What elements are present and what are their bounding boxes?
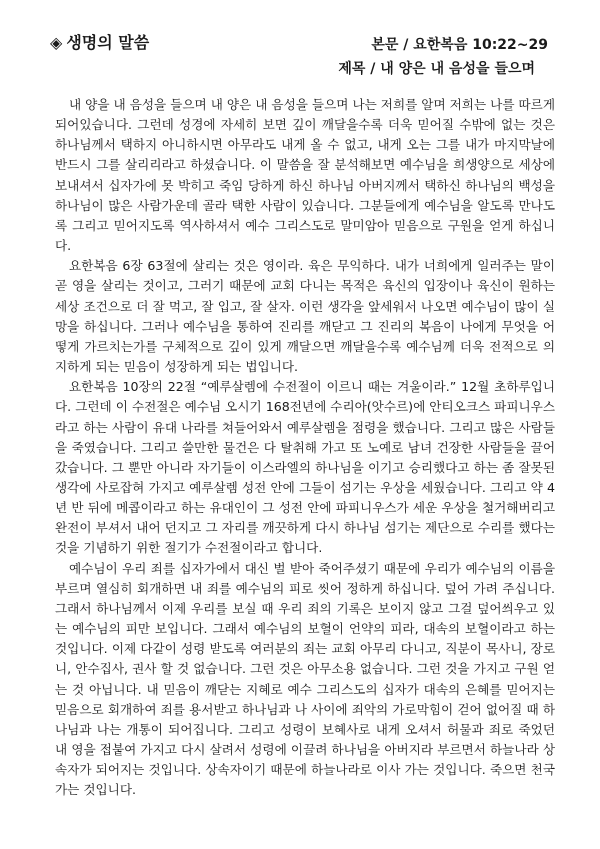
body-paragraph-1: 내 양을 내 음성을 들으며 내 양은 내 음성을 들으며 나는 저희를 알며 저희는 나를 따르게 되어있습니다. 그런데 성경에 자세히 보면 깊이 깨달을수록 더욱 믿어질 수밖에 없는 것은 하나님께서 택하지 아니하시면 아무라도 내게 올 수 없고, 내게 오는 그를 내가 마지막날에 반드시 그를 살리리라고 하셨습니다. 이 말씀을 잘 분석해보면 예수님을 희생양으로 세상에 보내셔서 십자가에 못 박히고 죽임 당하게 하신 하나님 아버지께서 택하신 하나님의 백성을 하나님이 많은 사람가운데 골라 택한 사람이 있습니다. 그분들에게 예수님을 알도록 만나도록 그리고 믿어지도록 역사하셔서 예수 그리스도로 말미암아 믿음으로 구원을 얻게 하십니다. bbox=[55, 97, 555, 254]
sermon-subject: 제목 / 내 양은 내 음성을 들으며 bbox=[338, 61, 535, 77]
scripture-reference: 본문 / 요한복음 10:22~29 bbox=[371, 37, 548, 53]
section-title-text: 생명의 말씀 bbox=[66, 33, 150, 52]
sermon-body bbox=[55, 95, 555, 800]
body-paragraph-3: 요한복음 10장의 22절 “예루살렘에 수전절이 이르니 때는 겨울이라.” 12월 초하루입니다. 그런데 이 수전절은 예수님 오시기 168전년에 수리아(앗수르)에 안티오크스 파피니우스라고 하는 사람이 유대 나라를 쳐들어와서 예루살렘을 점령을 했습니다. 그리고 많은 사람들을 죽였습니다. 그리고 쓸만한 물건은 다 탈취해 가고 또 노예로 남녀 건장한 사람들을 끌어갔습니다. 그 뿐만 아니라 자기들이 이스라엘의 하나님을 이기고 승리했다고 하는 좀 잘못된 생각에 사로잡혀 가지고 예루살렘 성전 안에 그들이 섬기는 우상을 세웠습니다. 그리고 약 4년 반 뒤에 메콥이라고 하는 유대인이 그 성전 안에 파피니우스가 세운 우상을 철거해버리고 완전이 부셔서 내어 던지고 그 자리를 깨끗하게 다시 하나님 섬기는 제단으로 수리를 했다는 것을 기념하기 위한 절기가 수전절이라고 합니다. bbox=[55, 379, 555, 556]
sermon-header bbox=[0, 0, 600, 80]
body-paragraph-2: 요한복음 6장 63절에 살리는 것은 영이라. 육은 무익하다. 내가 너희에게 일러주는 말이 곧 영을 살리는 것이고, 그러기 때문에 교회 다니는 목적은 육신의 입장이나 육신이 원하는 세상 조건으로 더 잘 먹고, 잘 입고, 잘 살자. 이런 생각을 앞세워서 나오면 예수님이 많이 실망을 하십니다. 그러나 예수님을 통하여 진리를 깨닫고 그 진리의 복음이 나에게 무엇을 어떻게 가르치는가를 구체적으로 깊이 있게 깨달으면 깨달을수록 예수님께 더욱 전적으로 의지하게 되는 믿음이 성장하게 되는 법입니다. bbox=[55, 258, 555, 375]
diamond-bullet-icon: ◈ bbox=[50, 33, 63, 52]
section-title bbox=[50, 30, 149, 53]
body-paragraph-4: 예수님이 우리 죄를 십자가에서 대신 벌 받아 죽어주셨기 때문에 우리가 예수님의 이름을 부르며 열심히 회개하면 내 죄를 예수님의 피로 씻어 정하게 하십니다. 덮어 가려 주십니다. 그래서 하나님께서 이제 우리를 보실 때 우리 죄의 기록은 보이지 않고 그걸 덮어씌우고 있는 예수님의 피만 보입니다. 그래서 예수님의 보혈이 언약의 피라, 대속의 보혈이라고 하는 것입니다. 이제 다같이 성령 받도록 여러분의 죄는 교회 아무리 다니고, 직분이 목사니, 장로니, 안수집사, 권사 할 것 없습니다. 그런 것은 아무소용 없습니다. 그런 것을 가지고 구원 얻는 것 아닙니다. 내 믿음이 깨닫는 지혜로 예수 그리스도의 십자가 대속의 은혜를 믿어지는 믿음으로 회개하여 죄를 용서받고 하나님과 나 사이에 죄악의 가로막힘이 걷어 없어질 때 하나님과 나는 개통이 되어집니다. 그리고 성령이 보혜사로 내게 오셔서 허물과 죄로 죽었던 내 영을 접붙여 가지고 다시 살려서 성령에 이끌려 하나님을 아버지라 부르면서 하늘나라 상속자가 되어지는 것입니다. 상속자이기 때문에 하늘나라로 이사 가는 것입니다. 죽으면 천국 가는 것입니다. bbox=[55, 560, 555, 798]
